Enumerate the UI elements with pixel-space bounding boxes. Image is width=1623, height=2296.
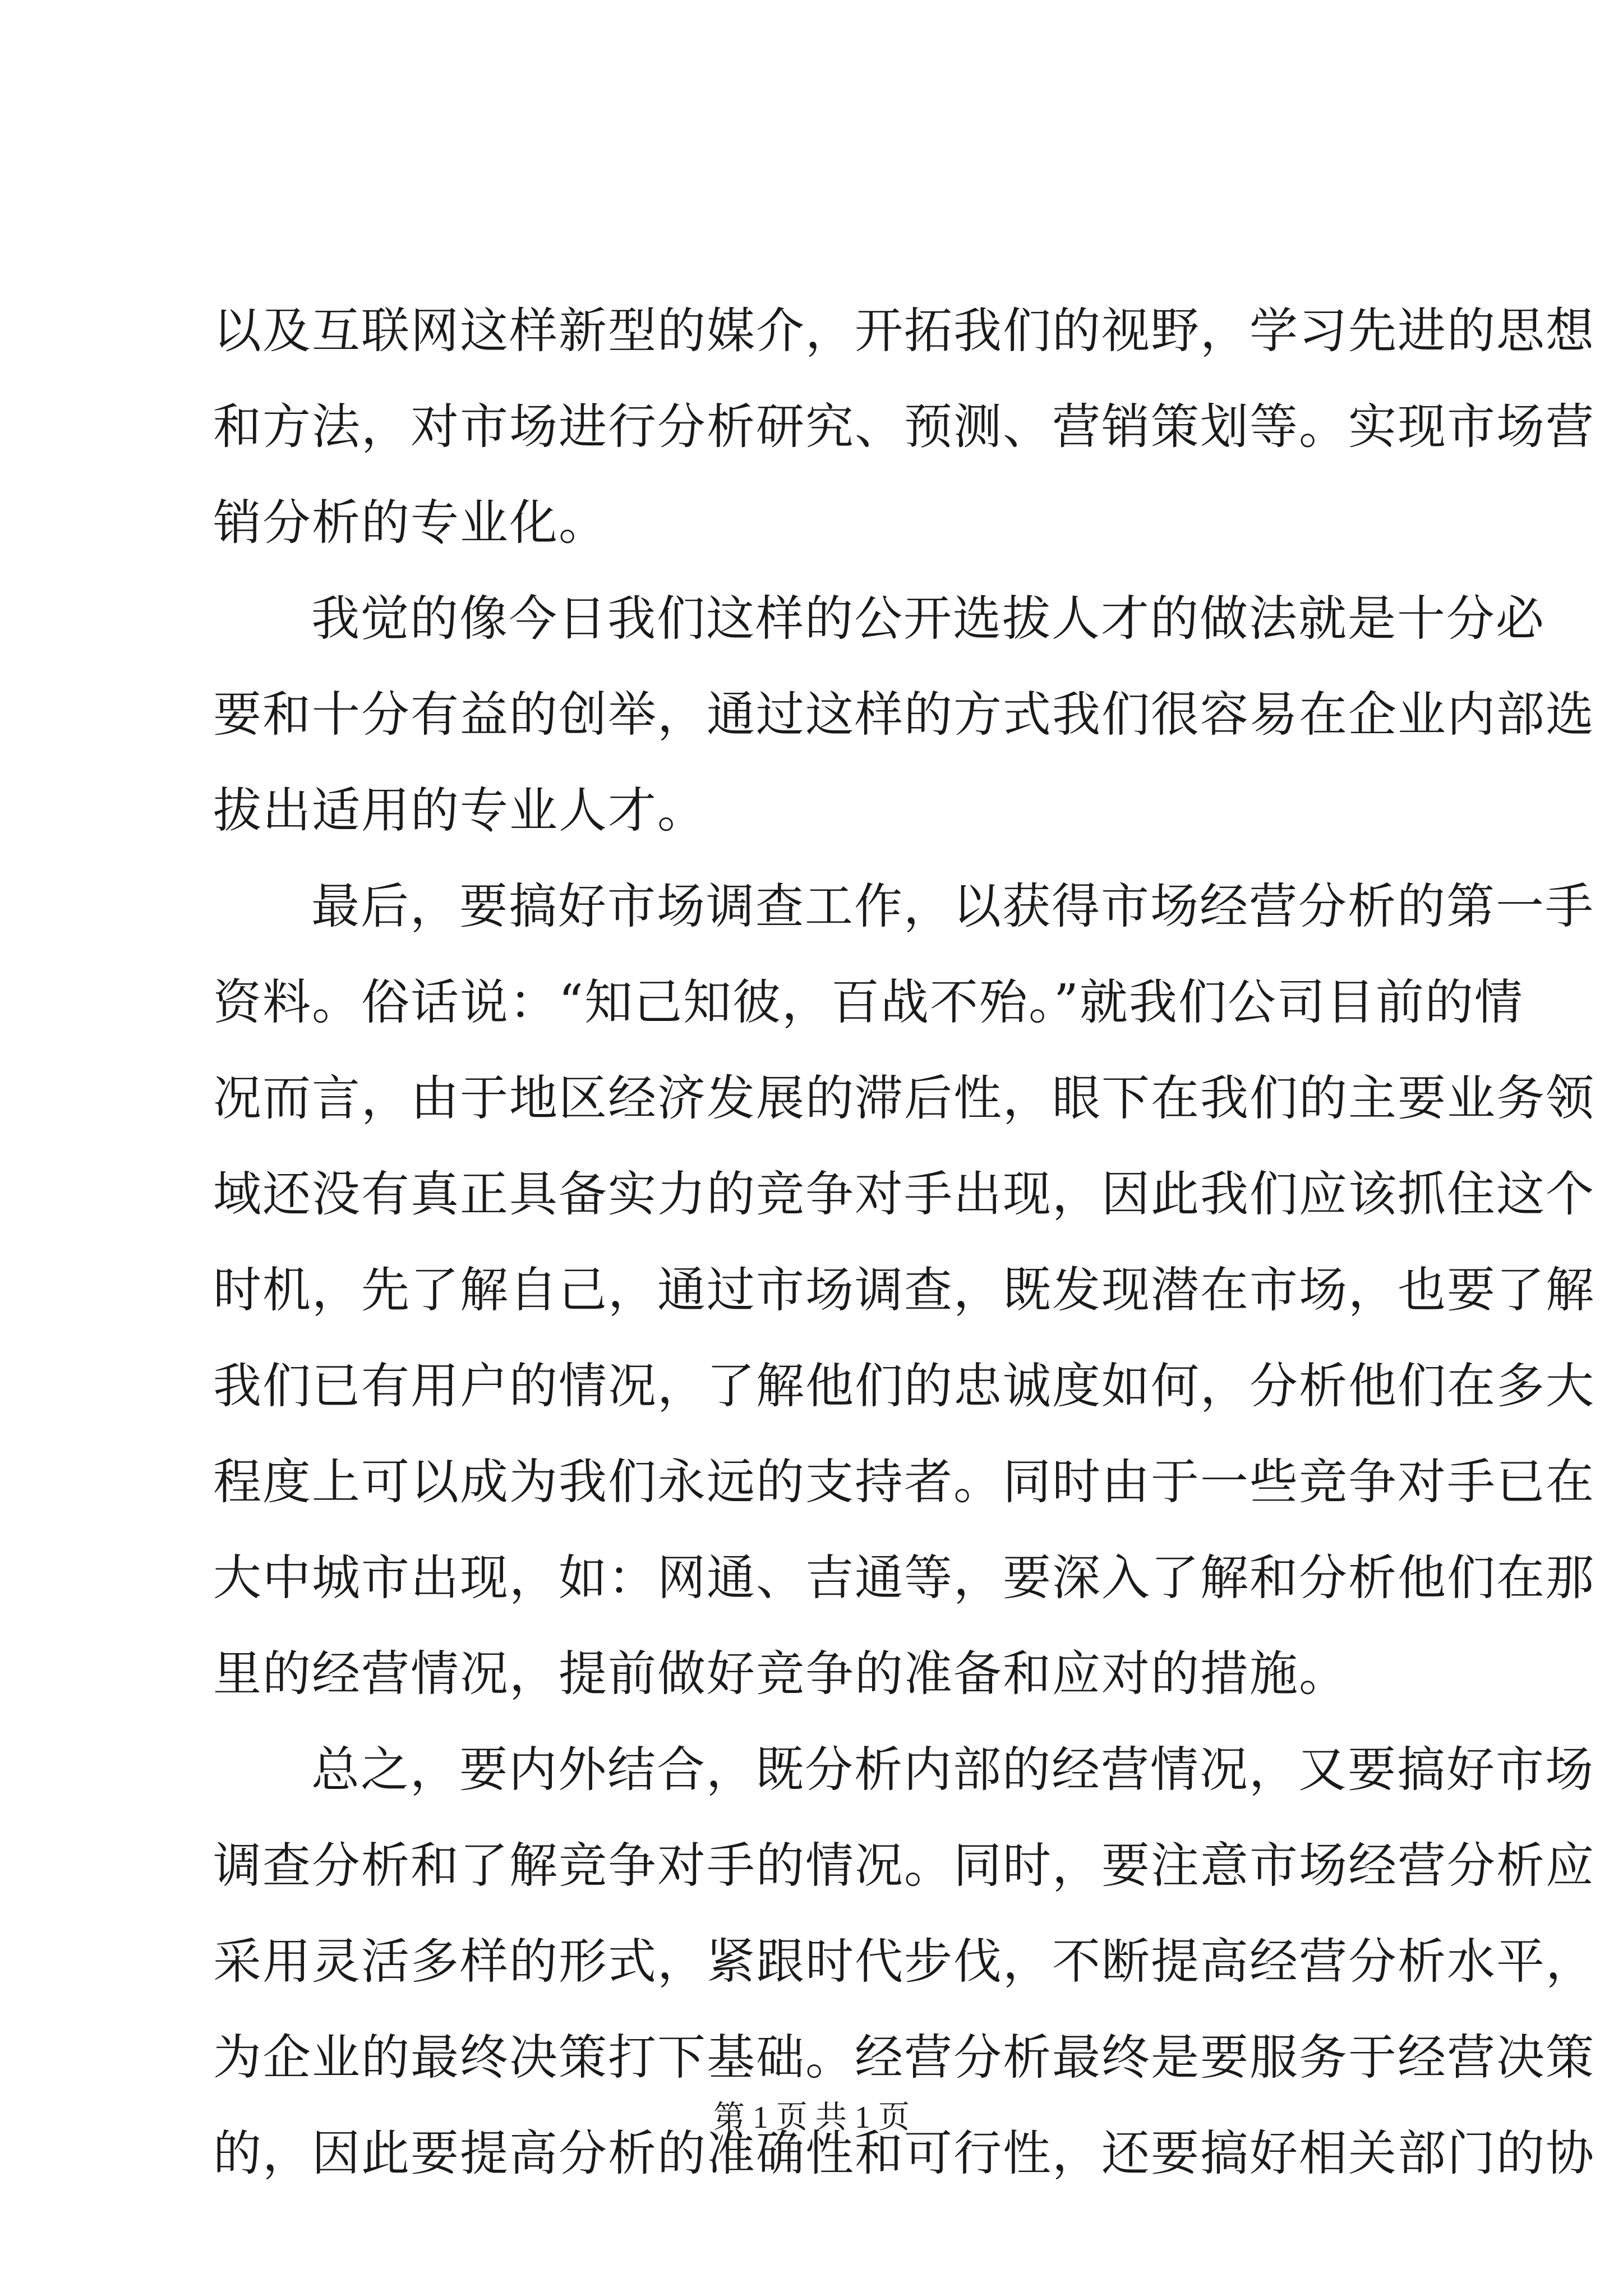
text-line: 要和十分有益的创举，通过这样的方式我们很容易在企业内部选 bbox=[213, 687, 1595, 743]
text-line: 采用灵活多样的形式，紧跟时代步伐，不断提高经营分析水平， bbox=[213, 1934, 1595, 1990]
text-line: 程度上可以成为我们永远的支持者。同时由于一些竞争对手已在 bbox=[213, 1454, 1595, 1510]
text-line: 域还没有真正具备实力的竞争对手出现，因此我们应该抓住这个 bbox=[213, 1166, 1595, 1222]
paragraph-start-line: 最后，要搞好市场调查工作，以获得市场经营分析的第一手 bbox=[311, 878, 1594, 935]
page-number-footer: 第 1 页 共 1 页 bbox=[713, 2100, 910, 2135]
paragraph-start-line: 我觉的像今日我们这样的公开选拔人才的做法就是十分必 bbox=[311, 591, 1545, 647]
text-line: 拔出适用的专业人才。 bbox=[213, 783, 707, 839]
text-line: 我们已有用户的情况，了解他们的忠诚度如何，分析他们在多大 bbox=[213, 1358, 1595, 1414]
document-body bbox=[213, 283, 1595, 2202]
text-line: 和方法，对市场进行分析研究、预测、营销策划等。实现市场营 bbox=[213, 399, 1595, 455]
text-line: 时机，先了解自己，通过市场调查，既发现潜在市场，也要了解 bbox=[213, 1262, 1595, 1318]
text-line: 销分析的专业化。 bbox=[213, 495, 608, 551]
text-line: 调查分析和了解竞争对手的情况。同时，要注意市场经营分析应 bbox=[213, 1838, 1595, 1894]
text-line: 的，因此要提高分析的准确性和可行性，还要搞好相关部门的协 bbox=[213, 2125, 1595, 2182]
text-line: 资料。俗话说：“知己知彼，百战不殆。”就我们公司目前的情 bbox=[213, 974, 1524, 1030]
text-line: 里的经营情况，提前做好竞争的准备和应对的措施。 bbox=[213, 1646, 1348, 1702]
text-line: 大中城市出现，如：网通、吉通等，要深入了解和分析他们在那 bbox=[213, 1550, 1595, 1606]
text-line: 以及互联网这样新型的媒介，开拓我们的视野，学习先进的思想 bbox=[213, 303, 1595, 359]
text-line: 况而言，由于地区经济发展的滞后性，眼下在我们的主要业务领 bbox=[213, 1070, 1595, 1126]
text-line: 为企业的最终决策打下基础。经营分析最终是要服务于经营决策 bbox=[213, 2030, 1595, 2086]
paragraph-start-line: 总之，要内外结合，既分析内部的经营情况，又要搞好市场 bbox=[311, 1742, 1594, 1798]
